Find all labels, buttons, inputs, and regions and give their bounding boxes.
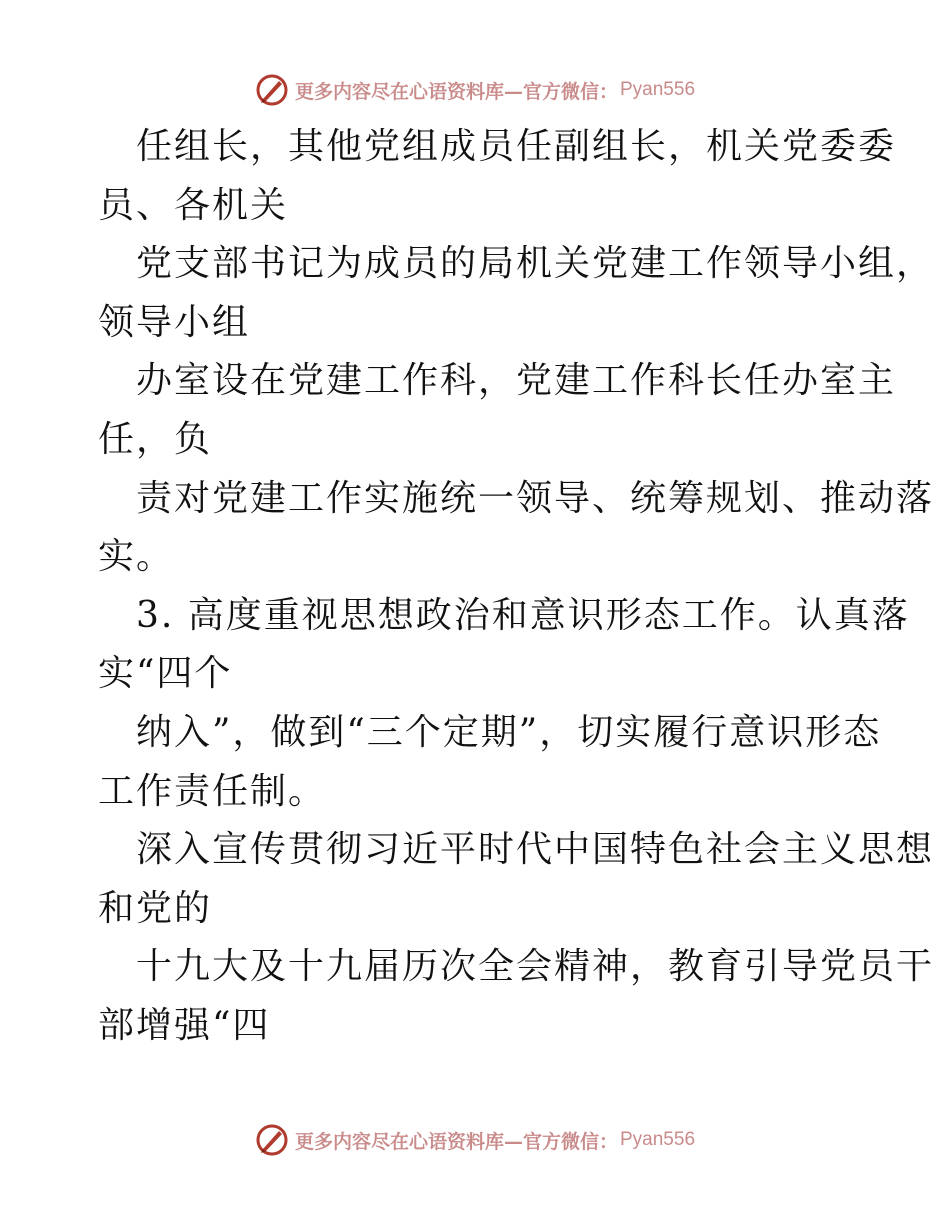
text-line: 责对党建工作实施统一领导、统筹规划、推动落: [136, 477, 935, 519]
pen-logo-icon: [255, 1123, 289, 1157]
text-line: 3. 高度重视思想政治和意识形态工作。认真落: [136, 594, 910, 636]
text-line: 领导小组: [98, 301, 251, 343]
text-line: 纳入”，做到“三个定期”，切实履行意识形态: [136, 711, 882, 753]
text-line: 员、各机关: [98, 184, 289, 226]
watermark-wechat-id: Pyan556: [620, 1129, 696, 1150]
text-line: 任组长，其他党组成员任副组长，机关党委委: [136, 126, 897, 167]
document-body: [98, 118, 935, 1056]
text-line: 办室设在党建工作科，党建工作科长任办室主: [136, 360, 897, 402]
text-line: 部增强“四: [98, 1004, 271, 1046]
text-line: 工作责任制。: [98, 770, 327, 812]
text-line: 实“四个: [98, 653, 233, 695]
pen-logo-icon: [255, 73, 289, 107]
watermark-header: [0, 70, 950, 110]
text-line: 深入宣传贯彻习近平时代中国特色社会主义思想: [136, 829, 935, 871]
watermark-footer: [0, 1120, 950, 1160]
text-line: 任，负: [98, 418, 213, 460]
text-line: 实。: [98, 536, 175, 578]
watermark-wechat-id: Pyan556: [620, 79, 696, 100]
watermark-text: 更多内容尽在心语资料库—官方微信：: [294, 80, 618, 103]
text-line: 十九大及十九届历次全会精神，教育引导党员干: [136, 946, 935, 988]
text-line: 和党的: [98, 887, 213, 929]
text-line: 党支部书记为成员的局机关党建工作领导小组，: [136, 243, 935, 285]
watermark-text: 更多内容尽在心语资料库—官方微信：: [294, 1130, 618, 1153]
